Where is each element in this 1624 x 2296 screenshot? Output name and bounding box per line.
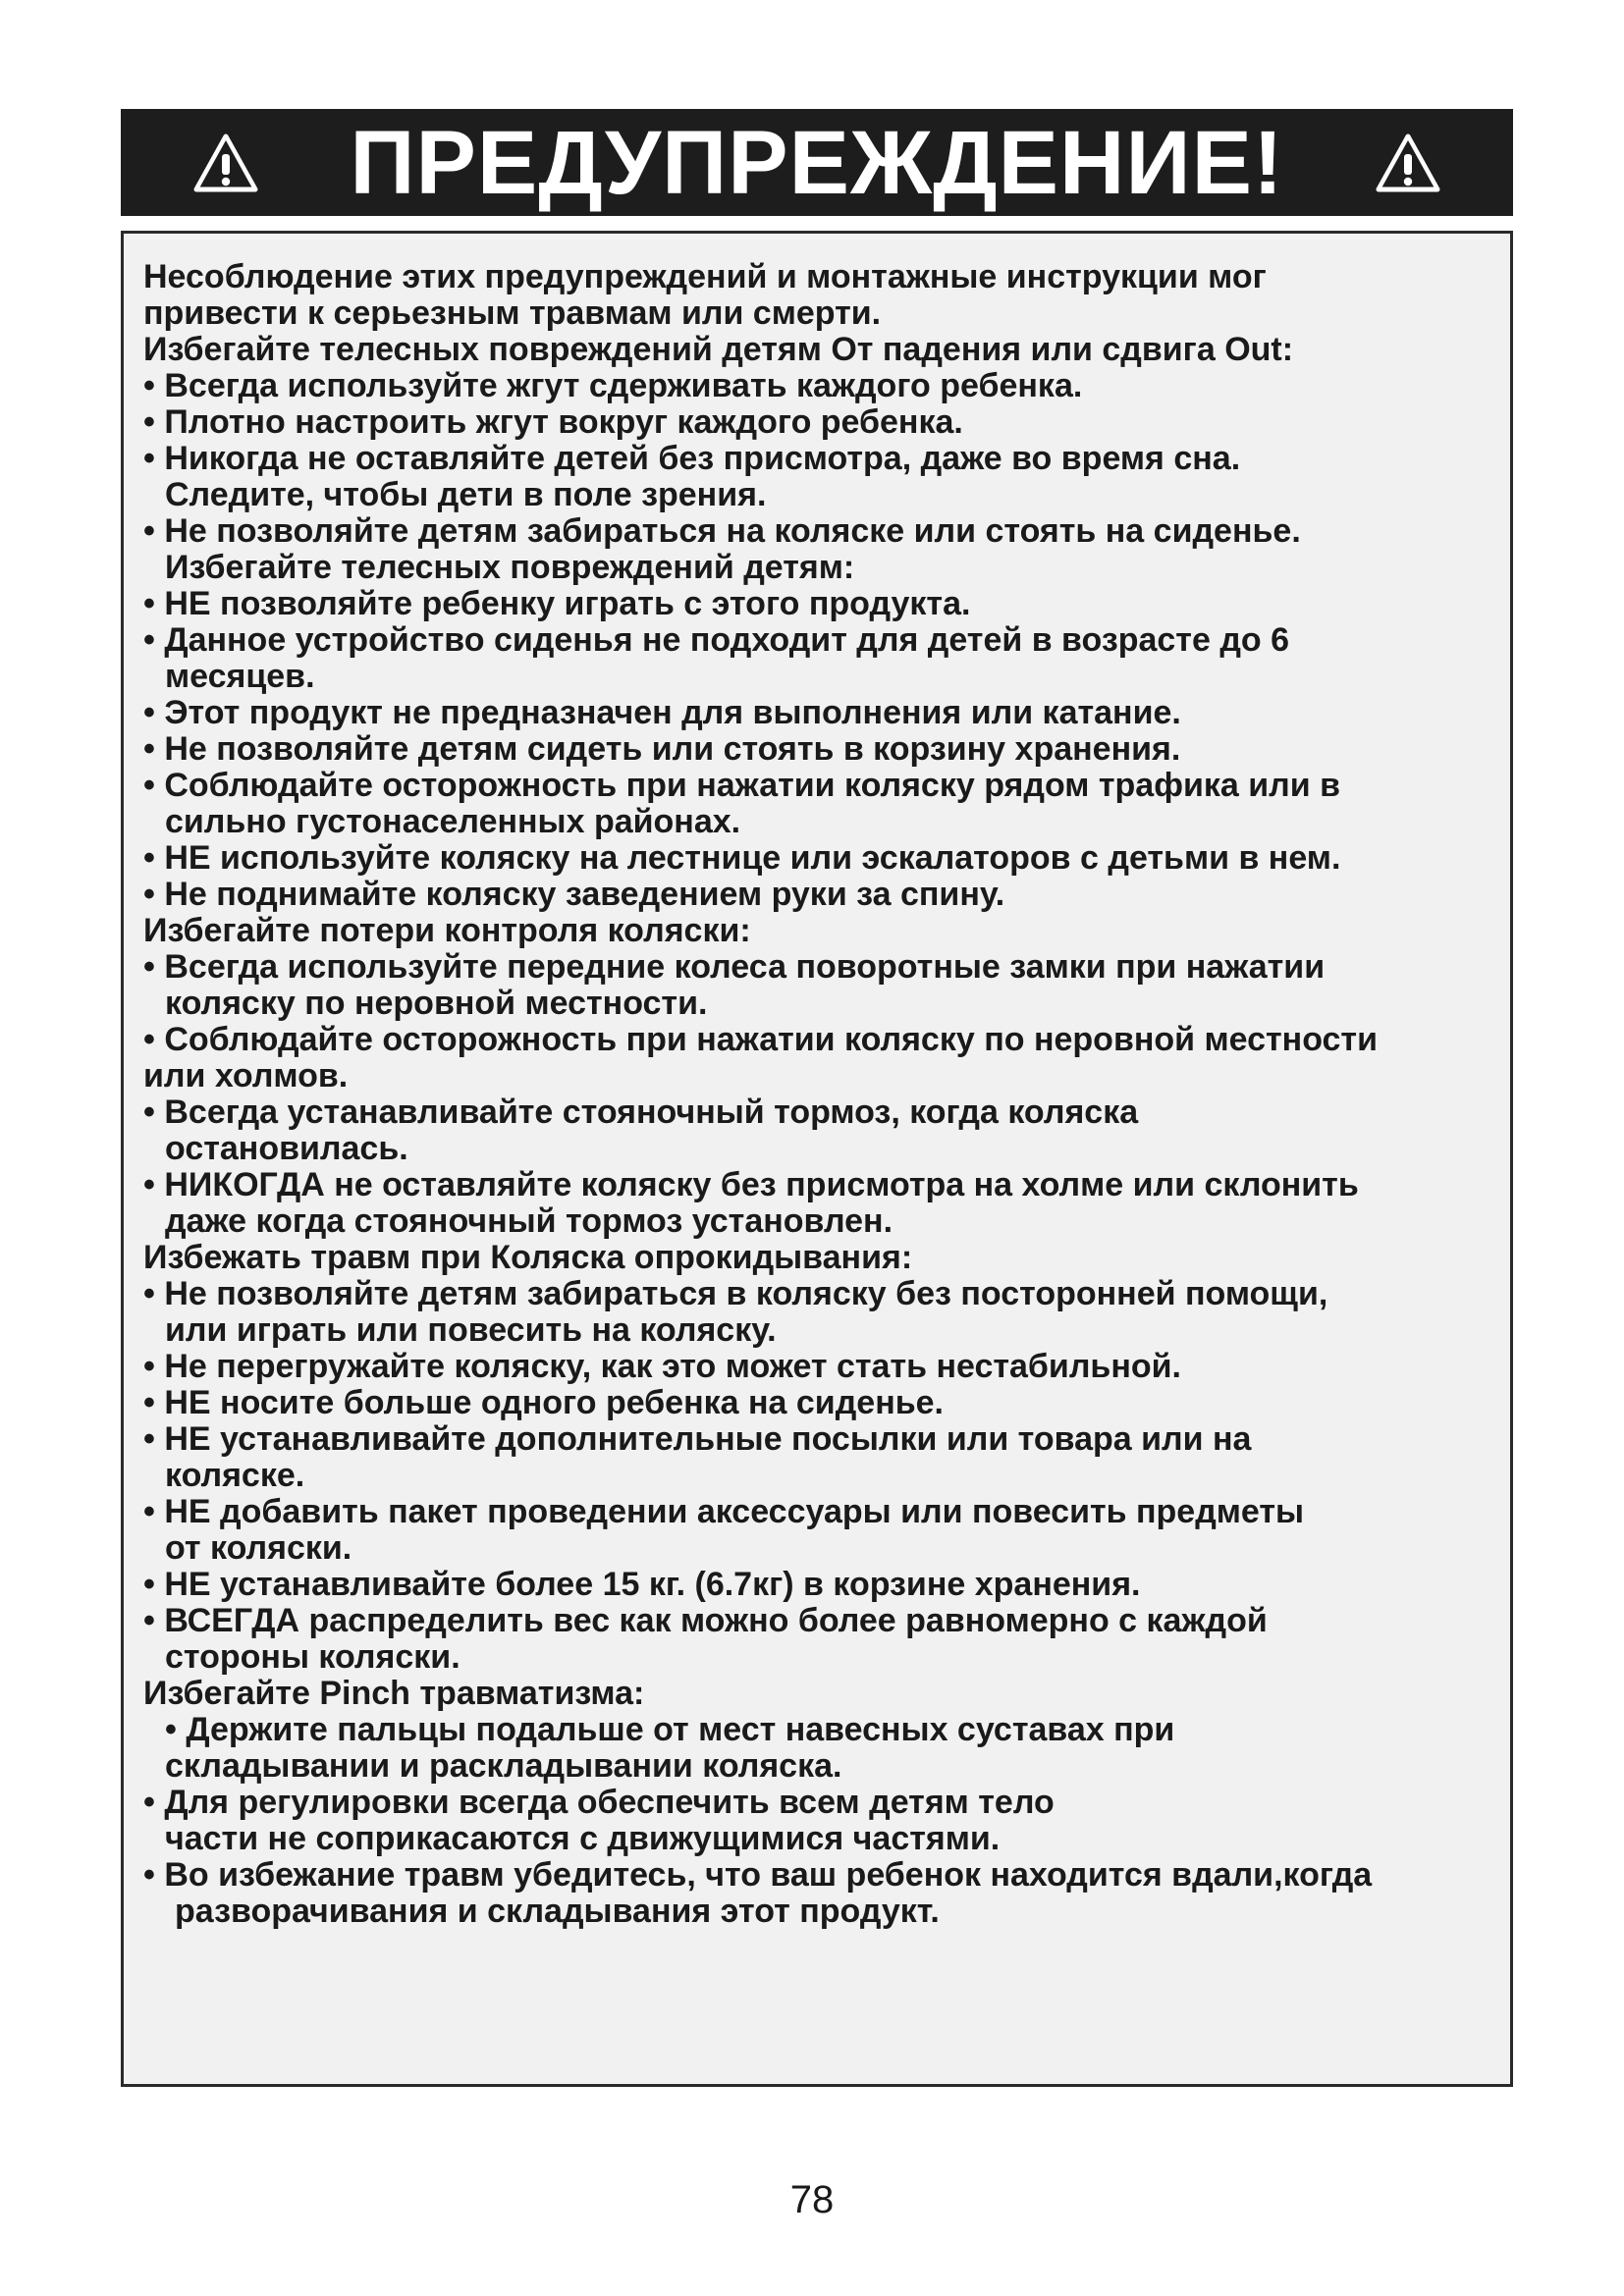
warning-bullet: • Держите пальцы подальше от мест навесных суставах при <box>165 1711 1175 1748</box>
warning-bullet: • Не позволяйте детям забираться в коляску без посторонней помощи, <box>143 1275 1328 1312</box>
warning-bullet: • Всегда используйте жгут сдерживать каждого ребенка. <box>143 367 1083 404</box>
warning-bullet: • НЕ добавить пакет проведении аксессуары или повесить предметы <box>143 1493 1305 1530</box>
warning-bullet: • НЕ позволяйте ребенку играть с этого продукта. <box>143 585 971 622</box>
page-title: ПРЕДУПРЕЖДЕНИЕ! <box>350 112 1284 213</box>
section-heading: Избегайте Pinch травматизма: <box>143 1675 645 1712</box>
section-heading: Избегайте телесных повреждений детям: <box>165 549 855 586</box>
warning-bullet-continuation: сильно густонаселенных районах. <box>165 803 741 840</box>
warning-bullet-continuation: остановилась. <box>165 1130 408 1167</box>
warning-header <box>121 109 1513 216</box>
warning-bullet-continuation: складывании и раскладывании коляска. <box>165 1747 842 1785</box>
warning-bullet: • ВСЕГДА распределить вес как можно более равномерно с каждой <box>143 1602 1268 1639</box>
warning-bullet: • Всегда устанавливайте стояночный тормоз, когда коляска <box>143 1094 1139 1131</box>
warning-bullet: • Не позволяйте детям сидеть или стоять в корзину хранения. <box>143 730 1181 768</box>
warning-line: Несоблюдение этих предупреждений и монтажные инструкции мог <box>143 258 1267 295</box>
page-number: 78 <box>789 2178 835 2221</box>
warning-bullet: • Данное устройство сиденья не подходит для детей в возрасте до 6 <box>143 621 1290 659</box>
warning-bullet: • НЕ устанавливайте дополнительные посылки или товара или на <box>143 1420 1252 1458</box>
warning-bullet: • НЕ устанавливайте более 15 кг. (6.7кг) в корзине хранения. <box>143 1566 1141 1603</box>
warning-bullet: • Не перегружайте коляску, как это может стать нестабильной. <box>143 1348 1181 1385</box>
warning-bullet: • НЕ используйте коляску на лестнице или эскалаторов с детьми в нем. <box>143 839 1341 877</box>
warning-bullet-continuation: или холмов. <box>143 1057 349 1095</box>
section-heading: Избегайте потери контроля коляски: <box>143 912 751 949</box>
warning-bullet: • Всегда используйте передние колеса поворотные замки при нажатии <box>143 948 1326 986</box>
section-heading: Избегайте телесных повреждений детям От падения или сдвига Out: <box>143 331 1294 368</box>
warning-bullet-continuation: коляске. <box>165 1457 305 1494</box>
warning-bullet: • НИКОГДА не оставляйте коляску без присмотра на холме или склонить <box>143 1166 1359 1203</box>
warning-triangle-icon <box>192 133 259 193</box>
warning-bullet-continuation: даже когда стояночный тормоз установлен. <box>165 1202 893 1240</box>
warning-bullet: • Для регулировки всегда обеспечить всем детям тело <box>143 1784 1055 1821</box>
warning-bullet-continuation: Следите, чтобы дети в поле зрения. <box>165 476 767 513</box>
warning-bullet-continuation: разворачивания и складывания этот продукт. <box>175 1893 940 1930</box>
warning-bullet-continuation: стороны коляски. <box>165 1638 460 1676</box>
warning-bullet-continuation: месяцев. <box>165 658 315 695</box>
warning-bullet-continuation: части не соприкасаются с движущимися частями. <box>165 1820 1001 1857</box>
warning-bullet-continuation: коляску по неровной местности. <box>165 985 708 1022</box>
warning-line: привести к серьезным травмам или смерти. <box>143 294 882 332</box>
warning-bullet: • Плотно настроить жгут вокруг каждого ребенка. <box>143 403 963 441</box>
warning-bullet: • Никогда не оставляйте детей без присмотра, даже во время сна. <box>143 440 1241 477</box>
warning-bullet-continuation: от коляски. <box>165 1529 352 1567</box>
warning-bullet: • Не поднимайте коляску заведением руки за спину. <box>143 876 1005 913</box>
warning-triangle-icon <box>1375 133 1441 193</box>
warning-bullet: • Во избежание травм убедитесь, что ваш ребенок находится вдали,когда <box>143 1856 1373 1894</box>
warning-bullet: • НЕ носите больше одного ребенка на сиденье. <box>143 1384 944 1421</box>
warning-bullet: • Соблюдайте осторожность при нажатии коляску по неровной местности <box>143 1021 1378 1058</box>
warning-bullet-continuation: или играть или повесить на коляску. <box>165 1311 777 1349</box>
warning-bullet: • Не позволяйте детям забираться на коляске или стоять на сиденье. <box>143 512 1301 550</box>
warnings-box <box>121 231 1513 2087</box>
section-heading: Избежать травм при Коляска опрокидывания: <box>143 1239 913 1276</box>
warning-bullet: • Соблюдайте осторожность при нажатии коляску рядом трафика или в <box>143 767 1340 804</box>
warning-bullet: • Этот продукт не предназначен для выполнения или катание. <box>143 694 1181 731</box>
